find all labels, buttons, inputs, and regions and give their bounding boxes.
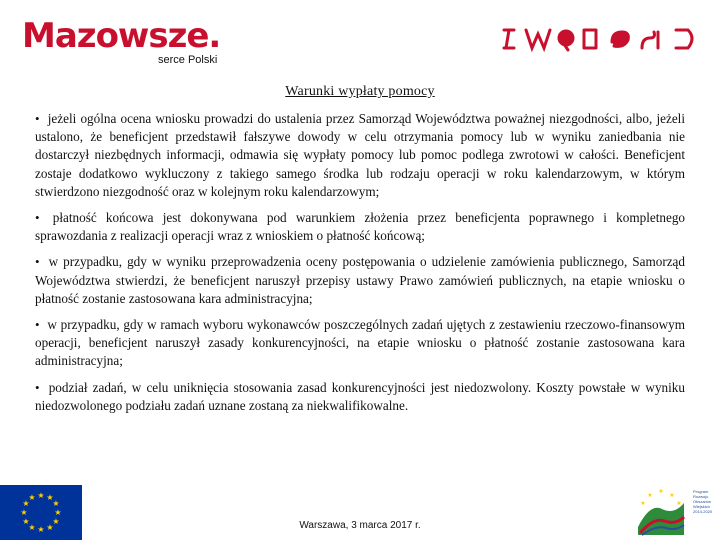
svg-text:★: ★ <box>676 500 682 507</box>
prow-logo-text <box>693 489 719 514</box>
bullet-glyph: • <box>35 379 40 395</box>
svg-text:★: ★ <box>46 523 54 532</box>
paragraph-text: jeżeli ogólna ocena wniosku prowadzi do ustalenia przez Samorząd Województwa poważnej niezgodności, albo, jeżeli ustalono, że beneficjent przedstawił fałszywe dowody w celu otrzymania pomocy lub w wyniku zaniedbania nie dostarczył niezbędnych informacji, odmawia się wypłaty pomocy lub pomoc podlega zwrotowi w całości. Beneficjent zostaje dodatkowo wykluczony z takiego samego środka lub rodzaju operacji w roku kalendarzowym, w którym stwierdzono niezgodność oraz w kolejnym roku kalendarzowym; <box>35 111 685 199</box>
svg-text:★: ★ <box>37 525 45 534</box>
svg-text:★: ★ <box>640 500 646 507</box>
prow-emblem-icon <box>630 483 692 540</box>
paragraph-text: podział zadań, w celu uniknięcia stosowania zasad konkurencyjności jest niedozwolony. Koszty powstałe w wyniku niedozwolonego podziału zadań uznane zostaną za niekwalifikowalne. <box>35 379 685 413</box>
svg-text:★: ★ <box>647 492 653 499</box>
eu-stars-icon <box>0 485 82 540</box>
paragraph-3 <box>35 253 685 308</box>
mazowsze-logo <box>22 16 242 68</box>
svg-text:★: ★ <box>22 499 30 508</box>
paragraph-4 <box>35 316 685 371</box>
decorative-glyph-logo <box>500 24 705 54</box>
svg-text:★: ★ <box>658 488 664 495</box>
svg-text:★: ★ <box>28 493 36 502</box>
prow-line: 2014-2020 <box>693 509 713 514</box>
paragraph-text: w przypadku, gdy w ramach wyboru wykonawców poszczególnych zadań ujętych z zestawieniu rzeczowo-finansowym operacji, beneficjent naruszył zasady konkurencyjności, na etapie wniosku o płatność zostanie zastosowana kara administracyjna; <box>35 317 685 369</box>
svg-text:★: ★ <box>46 493 54 502</box>
svg-text:★: ★ <box>37 491 45 500</box>
footer-date: Warszawa, 3 marca 2017 r. <box>299 520 421 531</box>
paragraph-text: w przypadku, gdy w wyniku przeprowadzenia oceny postępowania o udzielenie zamówienia publicznego, Samorząd Województwa stwierdzi, że beneficjent naruszył przepisy ustawy Prawo zamówień publicznych, na etapie wniosku o płatność zostanie zastosowana kara administracyjna; <box>35 254 686 306</box>
document-title: Warunki wypłaty pomocy <box>285 84 435 99</box>
paragraph-text: płatność końcowa jest dokonywana pod warunkiem złożenia przez beneficjenta poprawnego i kompletnego sprawozdania z realizacji operacji wraz z wnioskiem o płatność końcową; <box>35 210 686 244</box>
svg-text:★: ★ <box>669 492 675 499</box>
svg-text:★: ★ <box>20 508 28 517</box>
paragraph-5 <box>35 379 685 415</box>
prow-line: Obszarów <box>693 499 712 504</box>
prow-line: Program <box>693 489 709 494</box>
svg-text:★: ★ <box>54 508 62 517</box>
mazowsze-logo-subtitle: serce Polski <box>158 54 218 66</box>
paragraph-1 <box>35 110 685 201</box>
eu-flag-logo <box>0 485 82 540</box>
svg-text:★: ★ <box>52 499 60 508</box>
mazowsze-logo-wordmark: Mazowsze. <box>22 16 221 56</box>
bullet-glyph: • <box>35 254 40 270</box>
svg-text:★: ★ <box>52 517 60 526</box>
svg-text:★: ★ <box>28 523 36 532</box>
bullet-glyph: • <box>35 210 40 226</box>
prow-logo <box>630 483 720 540</box>
document-body <box>35 110 685 423</box>
bullet-glyph: • <box>35 111 40 126</box>
prow-line: Rozwoju <box>693 494 709 499</box>
bullet-glyph: • <box>35 317 40 333</box>
svg-text:★: ★ <box>22 517 30 526</box>
paragraph-2 <box>35 209 685 245</box>
prow-line: Wiejskich <box>693 504 710 509</box>
